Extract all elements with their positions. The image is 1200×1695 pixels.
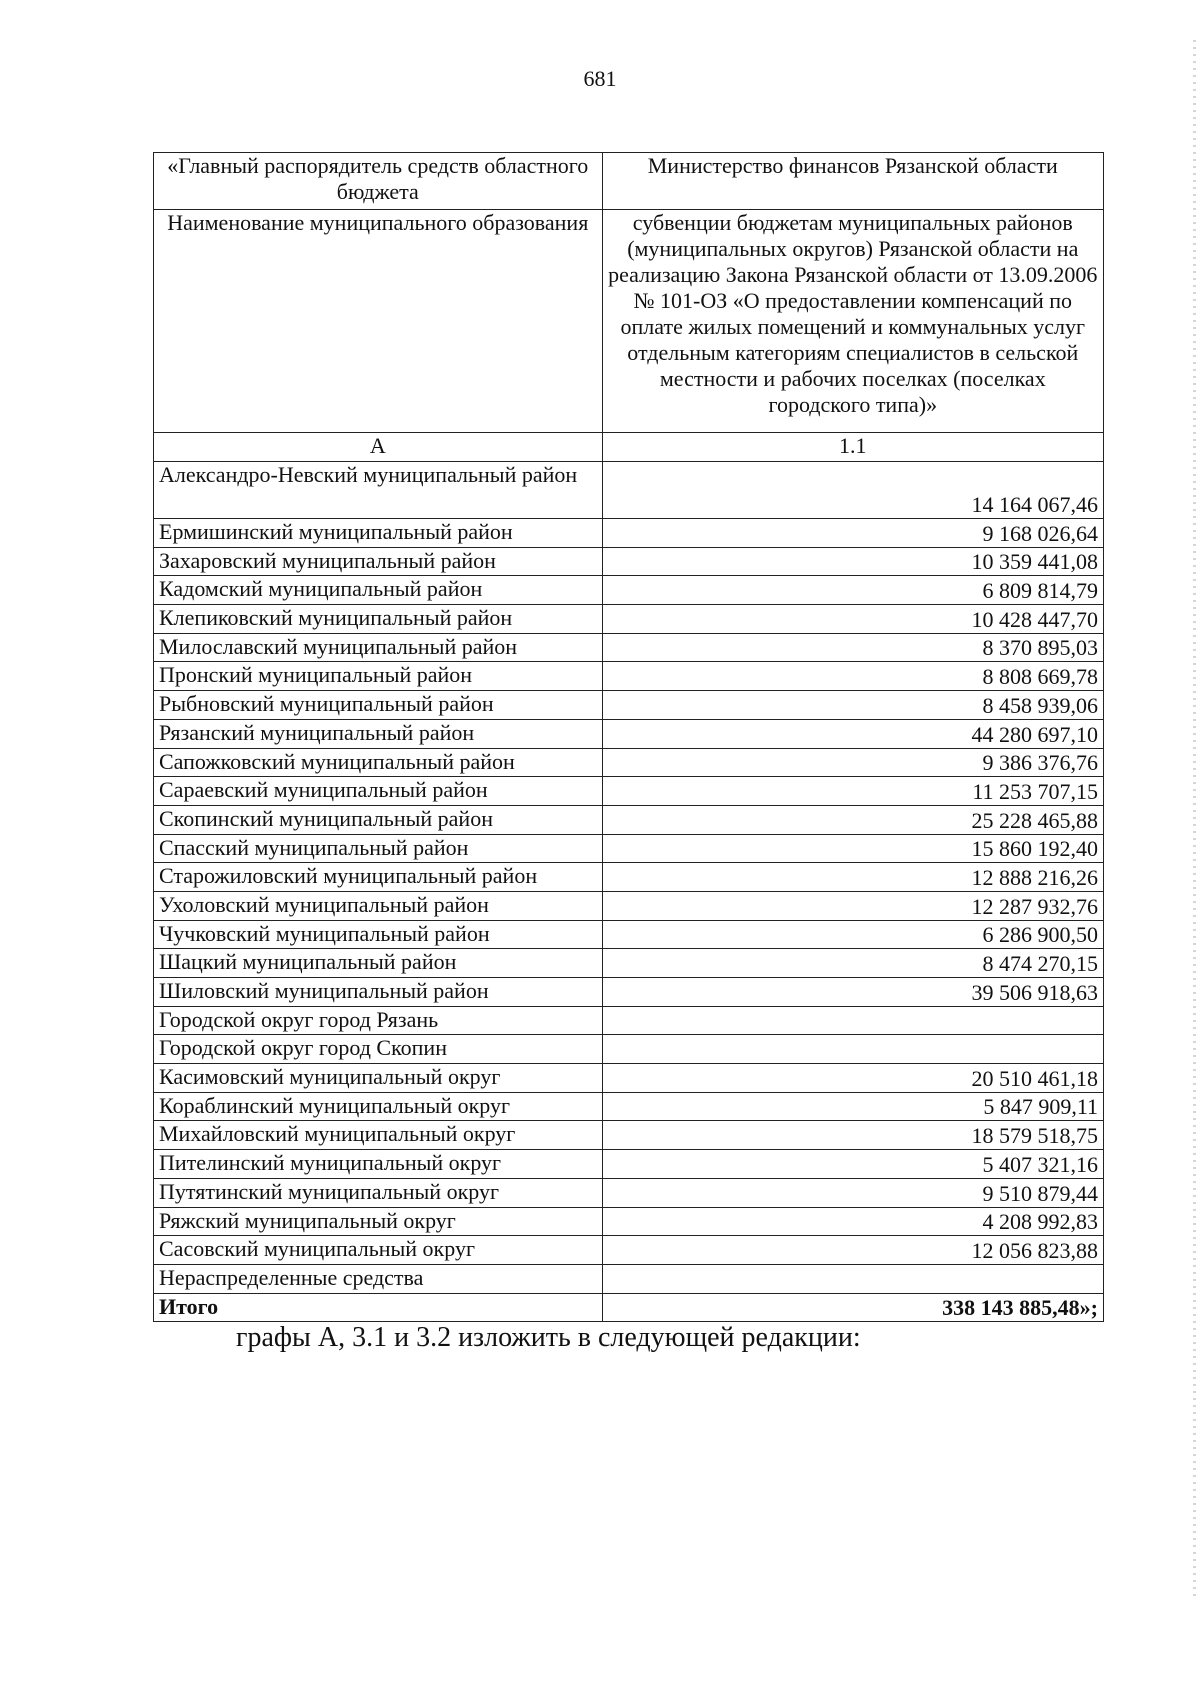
table-row xyxy=(154,1006,1104,1035)
subvention-amount: 15 860 192,40 xyxy=(602,834,1103,863)
table-row xyxy=(154,633,1104,662)
subvention-amount xyxy=(602,1035,1103,1064)
table-row xyxy=(154,662,1104,691)
header-right-top: Министерство финансов Рязанской области xyxy=(602,153,1103,210)
table-row xyxy=(154,1035,1104,1064)
subvention-amount: 5 847 909,11 xyxy=(602,1092,1103,1121)
municipality-name: Касимовский муниципальный округ xyxy=(154,1064,603,1093)
table-row xyxy=(154,462,1104,519)
subvention-amount: 44 280 697,10 xyxy=(602,719,1103,748)
subvention-amount: 10 428 447,70 xyxy=(602,605,1103,634)
column-number-row xyxy=(154,433,1104,462)
budget-table xyxy=(153,152,1104,1322)
page-number: 681 xyxy=(583,66,617,91)
subvention-amount: 11 253 707,15 xyxy=(602,777,1103,806)
header-left-top: «Главный распорядитель средств областного бюджета xyxy=(154,153,603,210)
table-row xyxy=(154,719,1104,748)
subvention-amount: 8 370 895,03 xyxy=(602,633,1103,662)
table-row xyxy=(154,863,1104,892)
municipality-name: Пронский муниципальный район xyxy=(154,662,603,691)
subvention-amount: 12 287 932,76 xyxy=(602,891,1103,920)
table-row xyxy=(154,920,1104,949)
municipality-name: Ухоловский муниципальный район xyxy=(154,891,603,920)
municipality-name: Михайловский муниципальный округ xyxy=(154,1121,603,1150)
table-row xyxy=(154,891,1104,920)
header-left-desc: Наименование муниципального образования xyxy=(154,210,603,433)
subvention-amount: 8 458 939,06 xyxy=(602,691,1103,720)
subvention-amount: 8 474 270,15 xyxy=(602,949,1103,978)
municipality-name: Сараевский муниципальный район xyxy=(154,777,603,806)
municipality-name: Клепиковский муниципальный район xyxy=(154,605,603,634)
subvention-amount: 12 888 216,26 xyxy=(602,863,1103,892)
municipality-name: Скопинский муниципальный район xyxy=(154,805,603,834)
municipality-name: Сапожковский муниципальный район xyxy=(154,748,603,777)
subvention-amount: 5 407 321,16 xyxy=(602,1150,1103,1179)
table-row xyxy=(154,1121,1104,1150)
subvention-amount: 18 579 518,75 xyxy=(602,1121,1103,1150)
table-row xyxy=(154,1264,1104,1293)
table-row xyxy=(154,978,1104,1007)
municipality-name: Шиловский муниципальный район xyxy=(154,978,603,1007)
table-row xyxy=(154,576,1104,605)
municipality-name: Кадомский муниципальный район xyxy=(154,576,603,605)
subvention-amount xyxy=(602,1006,1103,1035)
subvention-amount: 4 208 992,83 xyxy=(602,1207,1103,1236)
subvention-amount: 8 808 669,78 xyxy=(602,662,1103,691)
table-row xyxy=(154,519,1104,548)
subvention-amount: 39 506 918,63 xyxy=(602,978,1103,1007)
table-row xyxy=(154,805,1104,834)
total-value: 338 143 885,48»; xyxy=(602,1293,1103,1322)
municipality-name: Ермишинский муниципальный район xyxy=(154,519,603,548)
header-row-desc xyxy=(154,210,1104,433)
municipality-name: Шацкий муниципальный район xyxy=(154,949,603,978)
subvention-amount xyxy=(602,1264,1103,1293)
header-right-desc: субвенции бюджетам муниципальных районов (муниципальных округов) Рязанской области на реализацию Закона Рязанской области от 13.09.2006 № 101-ОЗ «О предоставлении компенсаций по оплате жилых помещений и коммунальных услуг отдельным категориям специалистов в сельской местности и рабочих поселках (поселках городского типа)» xyxy=(602,210,1103,433)
municipality-name: Нераспределенные средства xyxy=(154,1264,603,1293)
municipality-name: Рыбновский муниципальный район xyxy=(154,691,603,720)
municipality-name: Городской округ город Рязань xyxy=(154,1006,603,1035)
table-row xyxy=(154,605,1104,634)
scan-edge-artifact xyxy=(1193,40,1196,1600)
subvention-amount: 6 286 900,50 xyxy=(602,920,1103,949)
municipality-name: Чучковский муниципальный район xyxy=(154,920,603,949)
footer-note: графы А, 3.1 и 3.2 изложить в следующей редакции: xyxy=(236,1322,861,1353)
table-row xyxy=(154,1150,1104,1179)
subvention-amount: 12 056 823,88 xyxy=(602,1236,1103,1265)
municipality-name: Александро-Невский муниципальный район xyxy=(154,462,603,519)
table-row xyxy=(154,547,1104,576)
table-row xyxy=(154,748,1104,777)
table-row xyxy=(154,1092,1104,1121)
column-label-a: А xyxy=(154,433,603,462)
subvention-amount: 10 359 441,08 xyxy=(602,547,1103,576)
subvention-amount: 9 510 879,44 xyxy=(602,1178,1103,1207)
table-row xyxy=(154,949,1104,978)
subvention-amount: 14 164 067,46 xyxy=(602,462,1103,519)
subvention-amount: 6 809 814,79 xyxy=(602,576,1103,605)
municipality-name: Сасовский муниципальный округ xyxy=(154,1236,603,1265)
municipality-name: Кораблинский муниципальный округ xyxy=(154,1092,603,1121)
subvention-amount: 25 228 465,88 xyxy=(602,805,1103,834)
table-row xyxy=(154,1236,1104,1265)
municipality-name: Рязанский муниципальный район xyxy=(154,719,603,748)
municipality-name: Спасский муниципальный район xyxy=(154,834,603,863)
municipality-name: Ряжский муниципальный округ xyxy=(154,1207,603,1236)
municipality-name: Старожиловский муниципальный район xyxy=(154,863,603,892)
table-row xyxy=(154,834,1104,863)
total-label: Итого xyxy=(154,1293,603,1322)
municipality-name: Милославский муниципальный район xyxy=(154,633,603,662)
table-row xyxy=(154,1178,1104,1207)
table-row xyxy=(154,1064,1104,1093)
municipality-name: Городской округ город Скопин xyxy=(154,1035,603,1064)
municipality-name: Захаровский муниципальный район xyxy=(154,547,603,576)
total-row xyxy=(154,1293,1104,1322)
subvention-amount: 20 510 461,18 xyxy=(602,1064,1103,1093)
subvention-amount: 9 386 376,76 xyxy=(602,748,1103,777)
table-row xyxy=(154,777,1104,806)
municipality-name: Пителинский муниципальный округ xyxy=(154,1150,603,1179)
subvention-amount: 9 168 026,64 xyxy=(602,519,1103,548)
column-label-b: 1.1 xyxy=(602,433,1103,462)
municipality-name: Путятинский муниципальный округ xyxy=(154,1178,603,1207)
header-row-top xyxy=(154,153,1104,210)
table-row xyxy=(154,1207,1104,1236)
table-row xyxy=(154,691,1104,720)
